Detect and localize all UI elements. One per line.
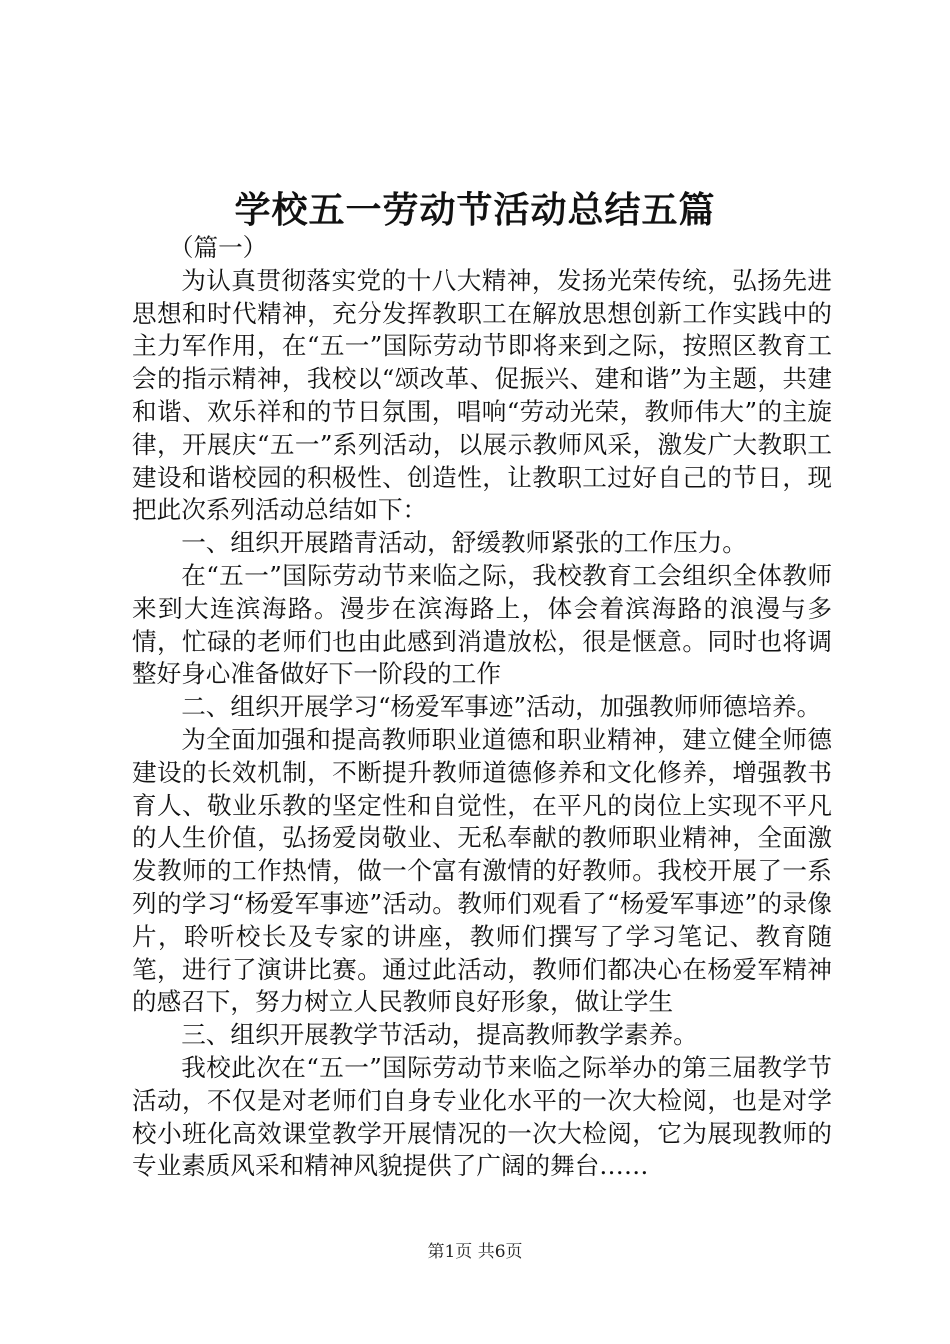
document-body xyxy=(132,232,832,1183)
paragraph-heading-1: 一、组织开展踏青活动，舒缓教师紧张的工作压力。 xyxy=(181,528,747,558)
page-footer: 第1页 共6页 xyxy=(427,1242,523,1262)
paragraph-outing: 在“五一”国际劳动节来临之际，我校教育工会组织全体教师来到大连滨海路。漫步在滨海路上，体会着滨海路的浪漫与多情，忙碌的老师们也由此感到消遣放松，很是惬意。同时也将调整好身心准备做好下一阶段的工作 xyxy=(132,560,832,689)
paragraph-heading-2: 二、组织开展学习“杨爱军事迹”活动，加强教师师德培养。 xyxy=(181,692,822,722)
section-heading-part-one: （篇一） xyxy=(168,233,268,262)
document-title: 学校五一劳动节活动总结五篇 xyxy=(234,189,716,231)
paragraph-ethics: 为全面加强和提高教师职业道德和职业精神，建立健全师德建设的长效机制，不断提升教师道德修养和文化修养，增强教书育人、敬业乐教的坚定性和自觉性，在平凡的岗位上实现不平凡的人生价值，弘扬爱岗敬业、无私奉献的教师职业精神，全面激发教师的工作热情，做一个富有激情的好教师。我校开展了一系列的学习“杨爱军事迹”活动。教师们观看了“杨爱军事迹”的录像片，聆听校长及专家的讲座，教师们撰写了学习笔记、教育随笔，进行了演讲比赛。通过此活动，教师们都决心在杨爱军精神的感召下，努力树立人民教师良好形象，做让学生 xyxy=(132,724,832,1017)
paragraph-heading-3: 三、组织开展教学节活动，提高教师教学素养。 xyxy=(181,1020,698,1050)
paragraph-intro: 为认真贯彻落实党的十八大精神，发扬光荣传统，弘扬先进思想和时代精神，充分发挥教职工在解放思想创新工作实践中的主力军作用，在“五一”国际劳动节即将来到之际，按照区教育工会的指示精神，我校以“颂改革、促振兴、建和谐”为主题，共建和谐、欢乐祥和的节日氛围，唱响“劳动光荣，教师伟大”的主旋律，开展庆“五一”系列活动，以展示教师风采，激发广大教职工建设和谐校园的积极性、创造性，让教职工过好自己的节日，现把此次系列活动总结如下： xyxy=(132,265,832,525)
paragraph-teaching-festival: 我校此次在“五一”国际劳动节来临之际举办的第三届教学节活动，不仅是对老师们自身专业化水平的一次大检阅，也是对学校小班化高效课堂教学开展情况的一次大检阅，它为展现教师的专业素质风采和精神风貌提供了广阔的舞台…… xyxy=(132,1052,832,1181)
